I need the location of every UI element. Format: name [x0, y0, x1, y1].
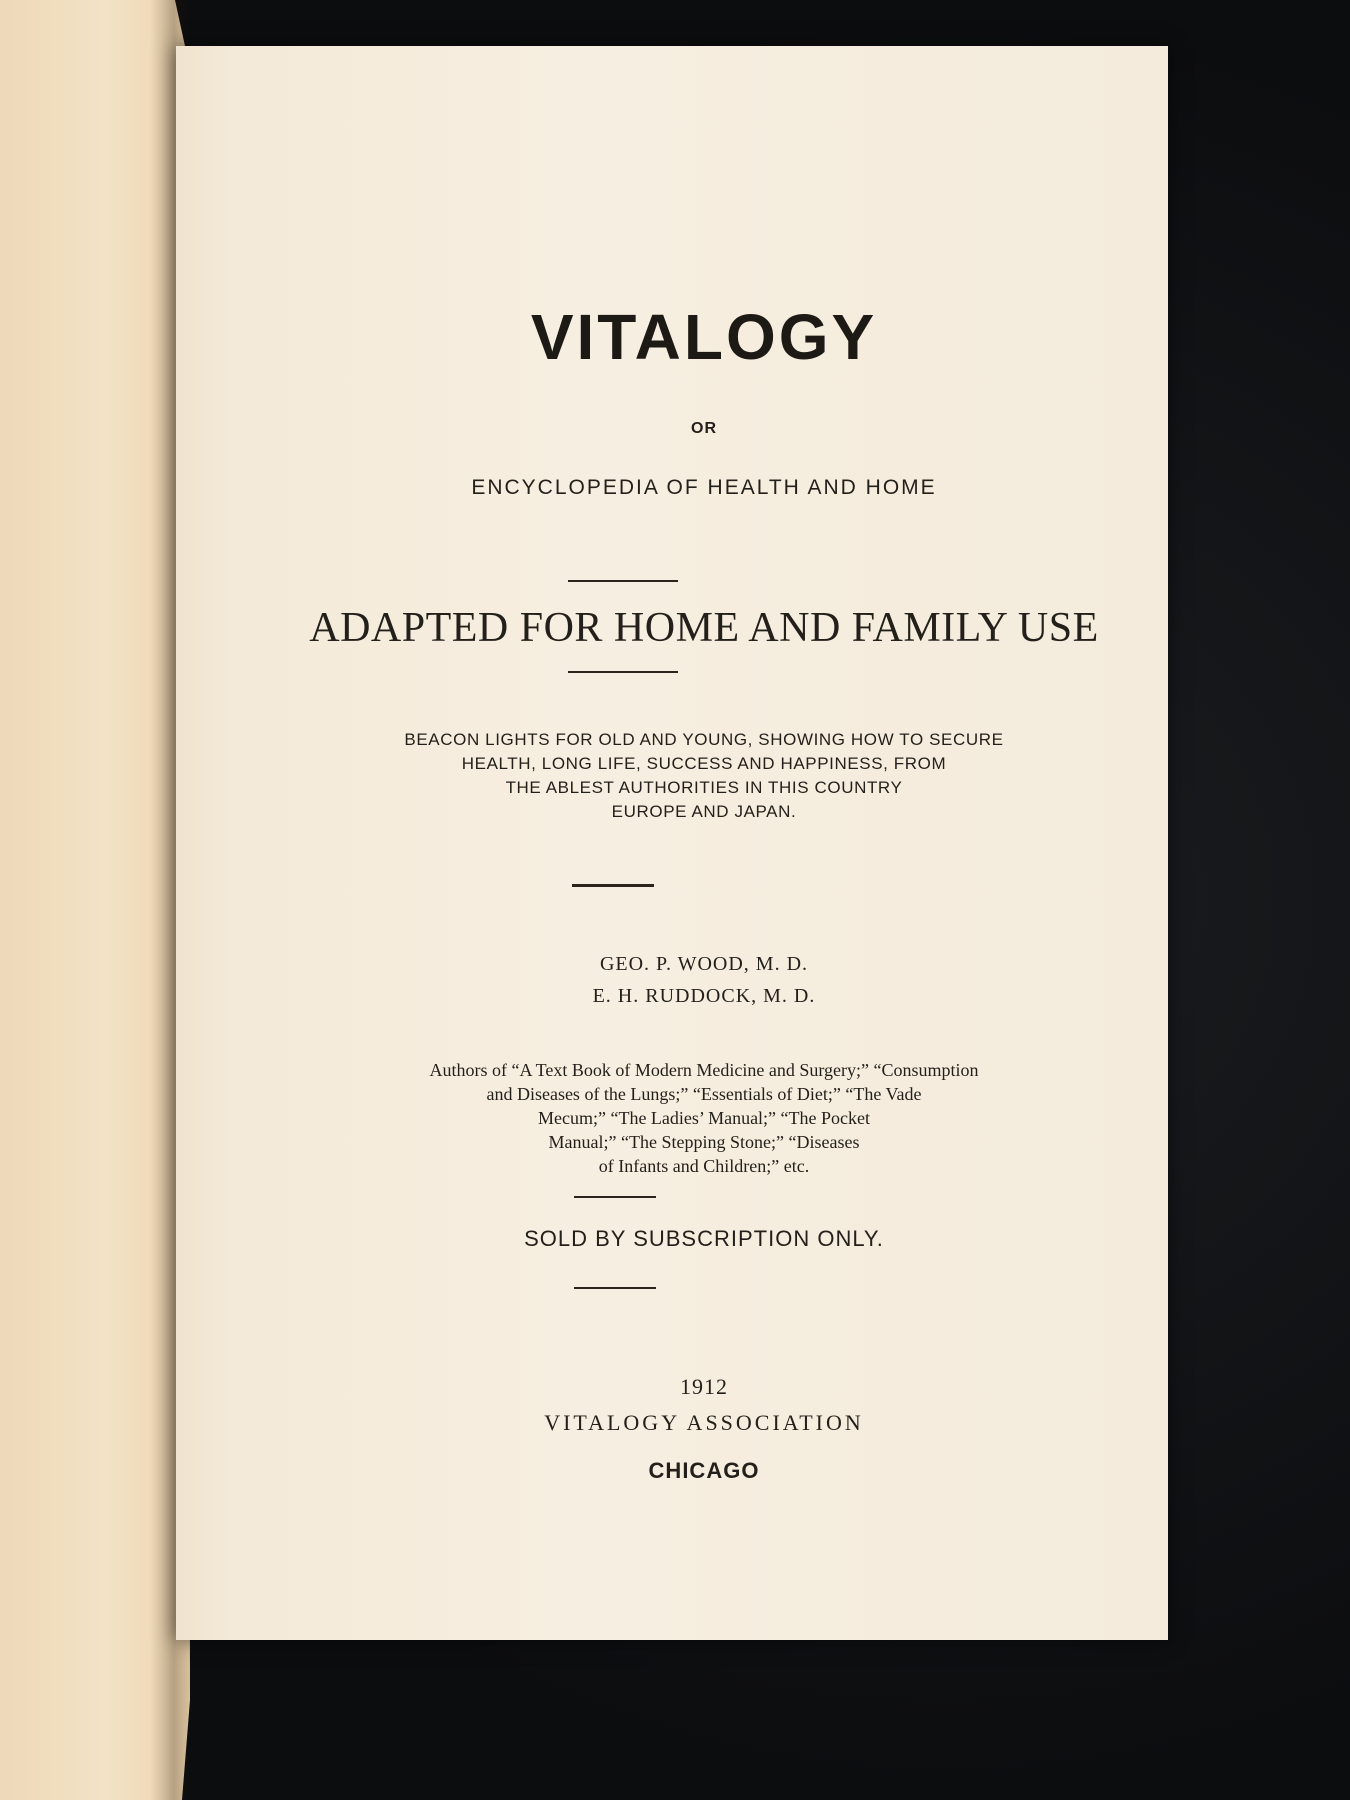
title-or: OR	[691, 420, 717, 437]
divider-rule	[568, 580, 678, 582]
divider-rule	[572, 884, 654, 887]
works-line: Mecum;” “The Ladies’ Manual;” “The Pocket	[537, 1108, 871, 1128]
title-page	[176, 46, 1168, 1640]
beacon-line: BEACON LIGHTS FOR OLD AND YOUNG, SHOWING HOW TO SECURE	[404, 730, 1004, 749]
divider-rule	[568, 671, 678, 673]
works-line: Manual;” “The Stepping Stone;” “Diseases	[548, 1132, 860, 1152]
book-title: VITALOGY	[530, 301, 878, 373]
works-line: of Infants and Children;” etc.	[598, 1156, 810, 1176]
subscription-note: SOLD BY SUBSCRIPTION ONLY.	[524, 1226, 884, 1251]
beacon-line: EUROPE AND JAPAN.	[611, 802, 797, 821]
author-name: E. H. RUDDOCK, M. D.	[592, 985, 816, 1007]
book-subtitle: ENCYCLOPEDIA OF HEALTH AND HOME	[471, 476, 937, 499]
adapted-heading: ADAPTED FOR HOME AND FAMILY USE	[309, 605, 1099, 651]
beacon-line: HEALTH, LONG LIFE, SUCCESS AND HAPPINESS, FROM	[461, 754, 947, 773]
beacon-description	[240, 728, 1168, 824]
beacon-line: THE ABLEST AUTHORITIES IN THIS COUNTRY	[505, 778, 903, 797]
title-page-content	[176, 46, 1168, 1640]
authors-works	[240, 1058, 1168, 1178]
works-line: Authors of “A Text Book of Modern Medicine and Surgery;” “Consumption	[429, 1060, 979, 1080]
publication-year: 1912	[680, 1374, 728, 1399]
publisher-city: CHICAGO	[648, 1458, 760, 1483]
divider-rule	[574, 1287, 656, 1289]
authors-block	[240, 948, 1168, 1012]
divider-rule	[574, 1196, 656, 1198]
publisher-name: VITALOGY ASSOCIATION	[544, 1410, 864, 1435]
author-name: GEO. P. WOOD, M. D.	[599, 953, 809, 975]
works-line: and Diseases of the Lungs;” “Essentials of Diet;” “The Vade	[486, 1084, 922, 1104]
